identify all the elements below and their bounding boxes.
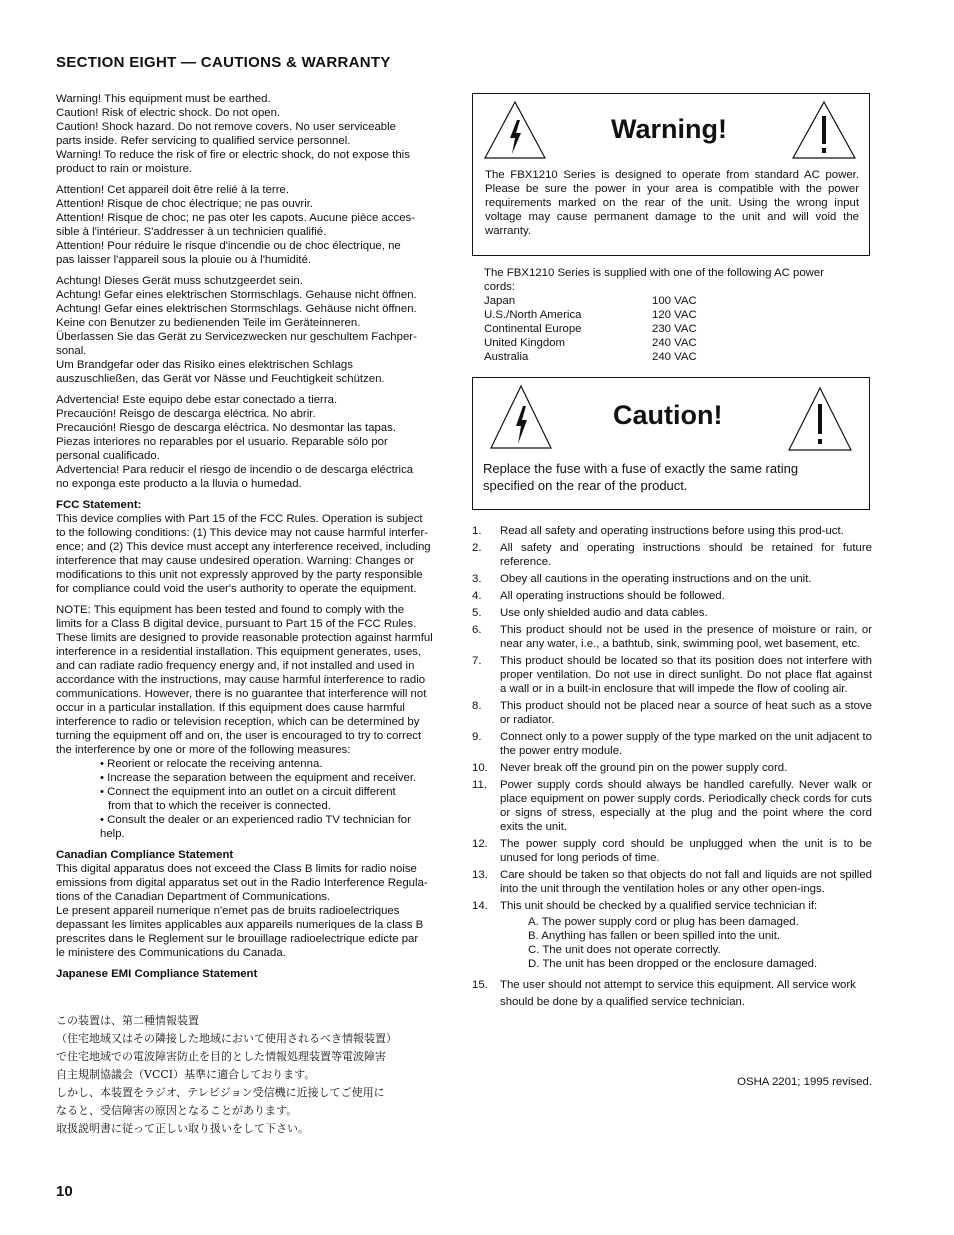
cords-intro: cords:	[484, 281, 516, 293]
note-line: interference to radio or television reception, which can be determined by	[56, 716, 420, 728]
measures-list	[56, 757, 454, 841]
warning-line: pas laisser l'appareil sous la plouie ou à l'humidité.	[56, 254, 312, 266]
item-text: Care should be taken so that objects do not fall and liquids are not spilled into the unit through the ventilation holes or any other open-ings.	[500, 869, 872, 895]
warning-line: Attention! Risque de choc électrique; ne pas ouvrir.	[56, 198, 314, 210]
item-number: 8.	[472, 700, 482, 712]
list-item	[472, 761, 872, 775]
item-text: All safety and operating instructions should be retained for future reference.	[500, 542, 872, 568]
fcc-heading: FCC Statement:	[56, 499, 142, 511]
list-item	[472, 606, 872, 620]
measure-item: help.	[100, 828, 125, 840]
warning-line: Warning! This equipment must be earthed.	[56, 93, 271, 105]
item-text: This product should not be used in the presence of moisture or rain, or near any water, i.e., a bathtub, sink, swimming pool, wet basement, etc.	[500, 624, 872, 650]
sub-item: C. The unit does not operate correctly.	[528, 944, 721, 956]
japanese-line: しかし、本装置をラジオ、テレビジョン受信機に近接してご使用に	[56, 1086, 385, 1099]
exclamation-icon	[791, 100, 857, 160]
cord-voltage: 240 VAC	[652, 337, 697, 349]
cord-voltage: 120 VAC	[652, 309, 697, 321]
english-warnings	[56, 92, 454, 176]
list-item	[472, 778, 872, 834]
warning-line: Achtung! Gefar eines elektrischen Stormschlags. Gehäuse nicht öffnen.	[56, 303, 417, 315]
list-item	[472, 524, 872, 538]
item-number: 7.	[472, 655, 482, 667]
note-line: accordance with the instructions, may cause harmful interference to radio	[56, 674, 426, 686]
item-number: 10.	[472, 762, 488, 774]
caution-title: Caution!	[613, 400, 723, 430]
fcc-line: interference that may cause undesired operation. Warning: Changes or	[56, 555, 414, 567]
cord-row	[484, 308, 874, 322]
item-number: 9.	[472, 731, 482, 743]
fcc-line: to the following conditions: (1) This device may not cause harmful interfer-	[56, 527, 429, 539]
warning-line: Piezas interiores no reparables por el usuario. Reparable sólo por	[56, 436, 388, 448]
note-line: limits for a Class B digital device, pursuant to Part 15 of the FCC Rules.	[56, 618, 417, 630]
warning-line: Keine con Benutzer zu bedienenden Teile im Geräteinneren.	[56, 317, 361, 329]
list-item	[472, 589, 872, 603]
cord-region: Continental Europe	[484, 323, 582, 335]
warning-title: Warning!	[611, 114, 727, 144]
caution-line: specified on the rear of the product.	[483, 478, 688, 493]
list-item	[472, 654, 872, 696]
japanese-line: （住宅地域又はその隣接した地域において使用されるべき情報装置）	[56, 1032, 397, 1045]
item-number: 3.	[472, 573, 482, 585]
warning-line: Advertencia! Este equipo debe estar conectado a tierra.	[56, 394, 338, 406]
item-text: Read all safety and operating instructions before using this prod-uct.	[500, 525, 844, 537]
canadian-line: This digital apparatus does not exceed the Class B limits for radio noise	[56, 863, 417, 875]
left-column	[56, 92, 454, 981]
note-line: communications. However, there is no guarantee that interference will not	[56, 688, 427, 700]
note-line: NOTE: This equipment has been tested and found to comply with the	[56, 604, 405, 616]
japanese-line: この装置は、第二種情報装置	[56, 1014, 199, 1027]
japanese-heading-block	[56, 967, 454, 981]
canadian-line: emissions from digital apparatus set out in the Radio Interference Regula-	[56, 877, 428, 889]
warning-line: Advertencia! Para reducir el riesgo de incendio o de descarga eléctrica	[56, 464, 414, 476]
cord-row	[484, 336, 874, 350]
canadian-line: depassant les limites applicables aux appareils numeriques de la class B	[56, 919, 424, 931]
cord-row	[484, 350, 874, 364]
japanese-line: 取扱説明書に従って正しい取り扱いをして下さい。	[56, 1122, 309, 1135]
safety-instructions	[472, 524, 872, 1014]
warning-line: sible à l'intérieur. S'addresser à un technicien qualifié.	[56, 226, 327, 238]
cord-voltage: 230 VAC	[652, 323, 697, 335]
japanese-line: 自主規制協議会（VCCI）基準に適合しております。	[56, 1068, 316, 1081]
item-text: Power supply cords should always be handled carefully. Never walk or place equipment on power supply cords. Periodically check cords for cuts or signs of stress, especially at the plug and the point where the cord exits the unit.	[500, 779, 872, 833]
note-line: interference in a residential installation. This equipment generates, uses,	[56, 646, 422, 658]
list-item	[472, 541, 872, 569]
cord-region: U.S./North America	[484, 309, 582, 321]
list-item	[472, 730, 872, 758]
warning-line: Achtung! Dieses Gerät muss schutzgeerdet sein.	[56, 275, 303, 287]
french-warnings	[56, 183, 454, 267]
sub-item: A. The power supply cord or plug has been damaged.	[528, 916, 799, 928]
japanese-heading: Japanese EMI Compliance Statement	[56, 968, 258, 980]
cord-voltage: 100 VAC	[652, 295, 697, 307]
list-item	[472, 977, 872, 1011]
canadian-line: tions of the Canadian Department of Communications.	[56, 891, 331, 903]
lightning-bolt-icon	[483, 100, 547, 160]
warning-line: Um Brandgefar oder das Risiko eines elektrischen Schlags	[56, 359, 353, 371]
item-text: The user should not attempt to service this equipment. All service work should be done by a qualified service technician.	[500, 979, 856, 1008]
warning-line: Precaución! Riesgo de descarga eléctrica. No desmontar las tapas.	[56, 422, 397, 434]
item-text: All operating instructions should be followed.	[500, 590, 725, 602]
warning-line: Attention! Pour réduire le risque d'incendie ou de choc électrique, ne	[56, 240, 401, 252]
fcc-note	[56, 603, 454, 841]
warning-line: product to rain or moisture.	[56, 163, 193, 175]
canadian-line: Le present appareil numerique n'emet pas de bruits radioelectriques	[56, 905, 400, 917]
spanish-warnings	[56, 393, 454, 491]
item-number: 2.	[472, 542, 482, 554]
japanese-statement	[56, 1012, 466, 1138]
warning-line: Überlassen Sie das Gerät zu Servicezwecken nur geschultem Fachper-	[56, 331, 417, 343]
warning-line: personal cualificado.	[56, 450, 160, 462]
exclamation-icon	[787, 386, 853, 452]
page-number: 10	[56, 1183, 73, 1200]
caution-box	[472, 377, 870, 510]
caution-line: Replace the fuse with a fuse of exactly the same rating	[483, 461, 799, 476]
note-line: turning the equipment off and on, the user is encouraged to try to correct	[56, 730, 422, 742]
item-text: Obey all cautions in the operating instructions and on the unit.	[500, 573, 812, 585]
sub-item: B. Anything has fallen or been spilled into the unit.	[528, 930, 781, 942]
japanese-line: なると、受信障害の原因となることがあります。	[56, 1104, 298, 1117]
cord-row	[484, 294, 874, 308]
cord-voltage: 240 VAC	[652, 351, 697, 363]
item-text: This unit should be checked by a qualified service technician if:	[500, 900, 818, 912]
cord-region: Australia	[484, 351, 529, 363]
warning-text: The FBX1210 Series is designed to operate from standard AC power. Please be sure the power in your area is compatible with the power requirements marked on the rear of the unit. Using the wrong input voltage may cause permanent damage to the unit and will void the warranty.	[485, 169, 859, 237]
item-number: 15.	[472, 979, 488, 991]
item-number: 6.	[472, 624, 482, 636]
lightning-bolt-icon	[489, 384, 553, 450]
list-item	[472, 572, 872, 586]
item-number: 4.	[472, 590, 482, 602]
item-text: Use only shielded audio and data cables.	[500, 607, 708, 619]
item-number: 5.	[472, 607, 482, 619]
warning-line: Caution! Shock hazard. Do not remove covers. No user serviceable	[56, 121, 396, 133]
note-line: These limits are designed to provide reasonable protection against harmful	[56, 632, 433, 644]
item-text: The power supply cord should be unplugged when the unit is to be unused for long periods of time.	[500, 838, 872, 864]
list-item	[472, 837, 872, 865]
cord-region: Japan	[484, 295, 516, 307]
japanese-line: で住宅地域での電波障害防止を目的とした情報処理装置等電波障害	[56, 1050, 386, 1063]
cord-region: United Kingdom	[484, 337, 566, 349]
item-number: 13.	[472, 869, 488, 881]
item-number: 1.	[472, 525, 482, 537]
list-item	[472, 899, 872, 913]
warning-line: sonal.	[56, 345, 87, 357]
warning-line: Precaución! Reisgo de descarga eléctrica. No abrir.	[56, 408, 316, 420]
note-line: and can radiate radio frequency energy and, if not installed and used in	[56, 660, 415, 672]
canadian-statement	[56, 848, 454, 960]
cord-row	[484, 322, 874, 336]
measure-item: • Connect the equipment into an outlet on a circuit different	[100, 786, 396, 798]
item-number: 11.	[472, 779, 487, 791]
fcc-line: modifications to this unit not expressly approved by the party responsible	[56, 569, 423, 581]
warning-line: Caution! Risk of electric shock. Do not open.	[56, 107, 281, 119]
fcc-line: ence; and (2) This device must accept any interference received, including	[56, 541, 431, 553]
warning-line: Attention! Risque de choc; ne pas oter les capots. Aucune pièce acces-	[56, 212, 416, 224]
warning-line: parts inside. Refer servicing to qualified service personnel.	[56, 135, 351, 147]
list-item	[472, 868, 872, 896]
item-text: Never break off the ground pin on the power supply cord.	[500, 762, 788, 774]
fcc-line: This device complies with Part 15 of the FCC Rules. Operation is subject	[56, 513, 423, 525]
measure-item: • Reorient or relocate the receiving antenna.	[100, 758, 323, 770]
note-line: occur in a particular installation. If this equipment does cause harmful	[56, 702, 405, 714]
canadian-heading: Canadian Compliance Statement	[56, 849, 234, 861]
german-warnings	[56, 274, 454, 386]
note-line: the interference by one or more of the following measures:	[56, 744, 351, 756]
osha-reference: OSHA 2201; 1995 revised.	[737, 1076, 872, 1088]
fcc-line: for compliance could void the user's authority to operate the equipment.	[56, 583, 417, 595]
fcc-statement	[56, 498, 454, 596]
cords-intro: The FBX1210 Series is supplied with one of the following AC power	[484, 267, 825, 279]
item-number: 12.	[472, 838, 488, 850]
item-text: This product should not be placed near a source of heat such as a stove or radiator.	[500, 700, 872, 726]
warning-line: Achtung! Gefar eines elektrischen Stormschlags. Gehause nicht öffnen.	[56, 289, 417, 301]
sub-item: D. The unit has been dropped or the enclosure damaged.	[528, 958, 818, 970]
measure-item: from that to which the receiver is connected.	[108, 800, 331, 812]
item-text: Connect only to a power supply of the type marked on the unit adjacent to the power entry module.	[500, 731, 872, 757]
item-number: 14.	[472, 900, 488, 912]
list-item	[472, 623, 872, 651]
warning-line: Warning! To reduce the risk of fire or electric shock, do not expose this	[56, 149, 410, 161]
warning-line: no exponga este producto a la lluvia o humedad.	[56, 478, 302, 490]
measure-item: • Increase the separation between the equipment and receiver.	[100, 772, 417, 784]
measure-item: • Consult the dealer or an experienced radio TV technician for	[100, 814, 411, 826]
canadian-line: prescrites dans le Reglement sur le brouillage radioelectrique edicte par	[56, 933, 419, 945]
list-item	[472, 699, 872, 727]
item-text: This product should be located so that its position does not interfere with proper ventilation. Do not use in direct sunlight. Do not place flat against a wall or in a built-in enclosure that will impede the flow of cooling air.	[500, 655, 872, 695]
warning-line: Attention! Cet appareil doit être relié à la terre.	[56, 184, 290, 196]
caution-text	[483, 460, 798, 494]
warning-line: auszuschließen, das Gerät vor Nässe und Feuchtigkeit schützen.	[56, 373, 385, 385]
power-cords	[484, 266, 874, 364]
warning-box	[472, 93, 870, 256]
canadian-line: le ministere des Communications du Canada.	[56, 947, 286, 959]
section-title: SECTION EIGHT — CAUTIONS & WARRANTY	[56, 54, 391, 71]
